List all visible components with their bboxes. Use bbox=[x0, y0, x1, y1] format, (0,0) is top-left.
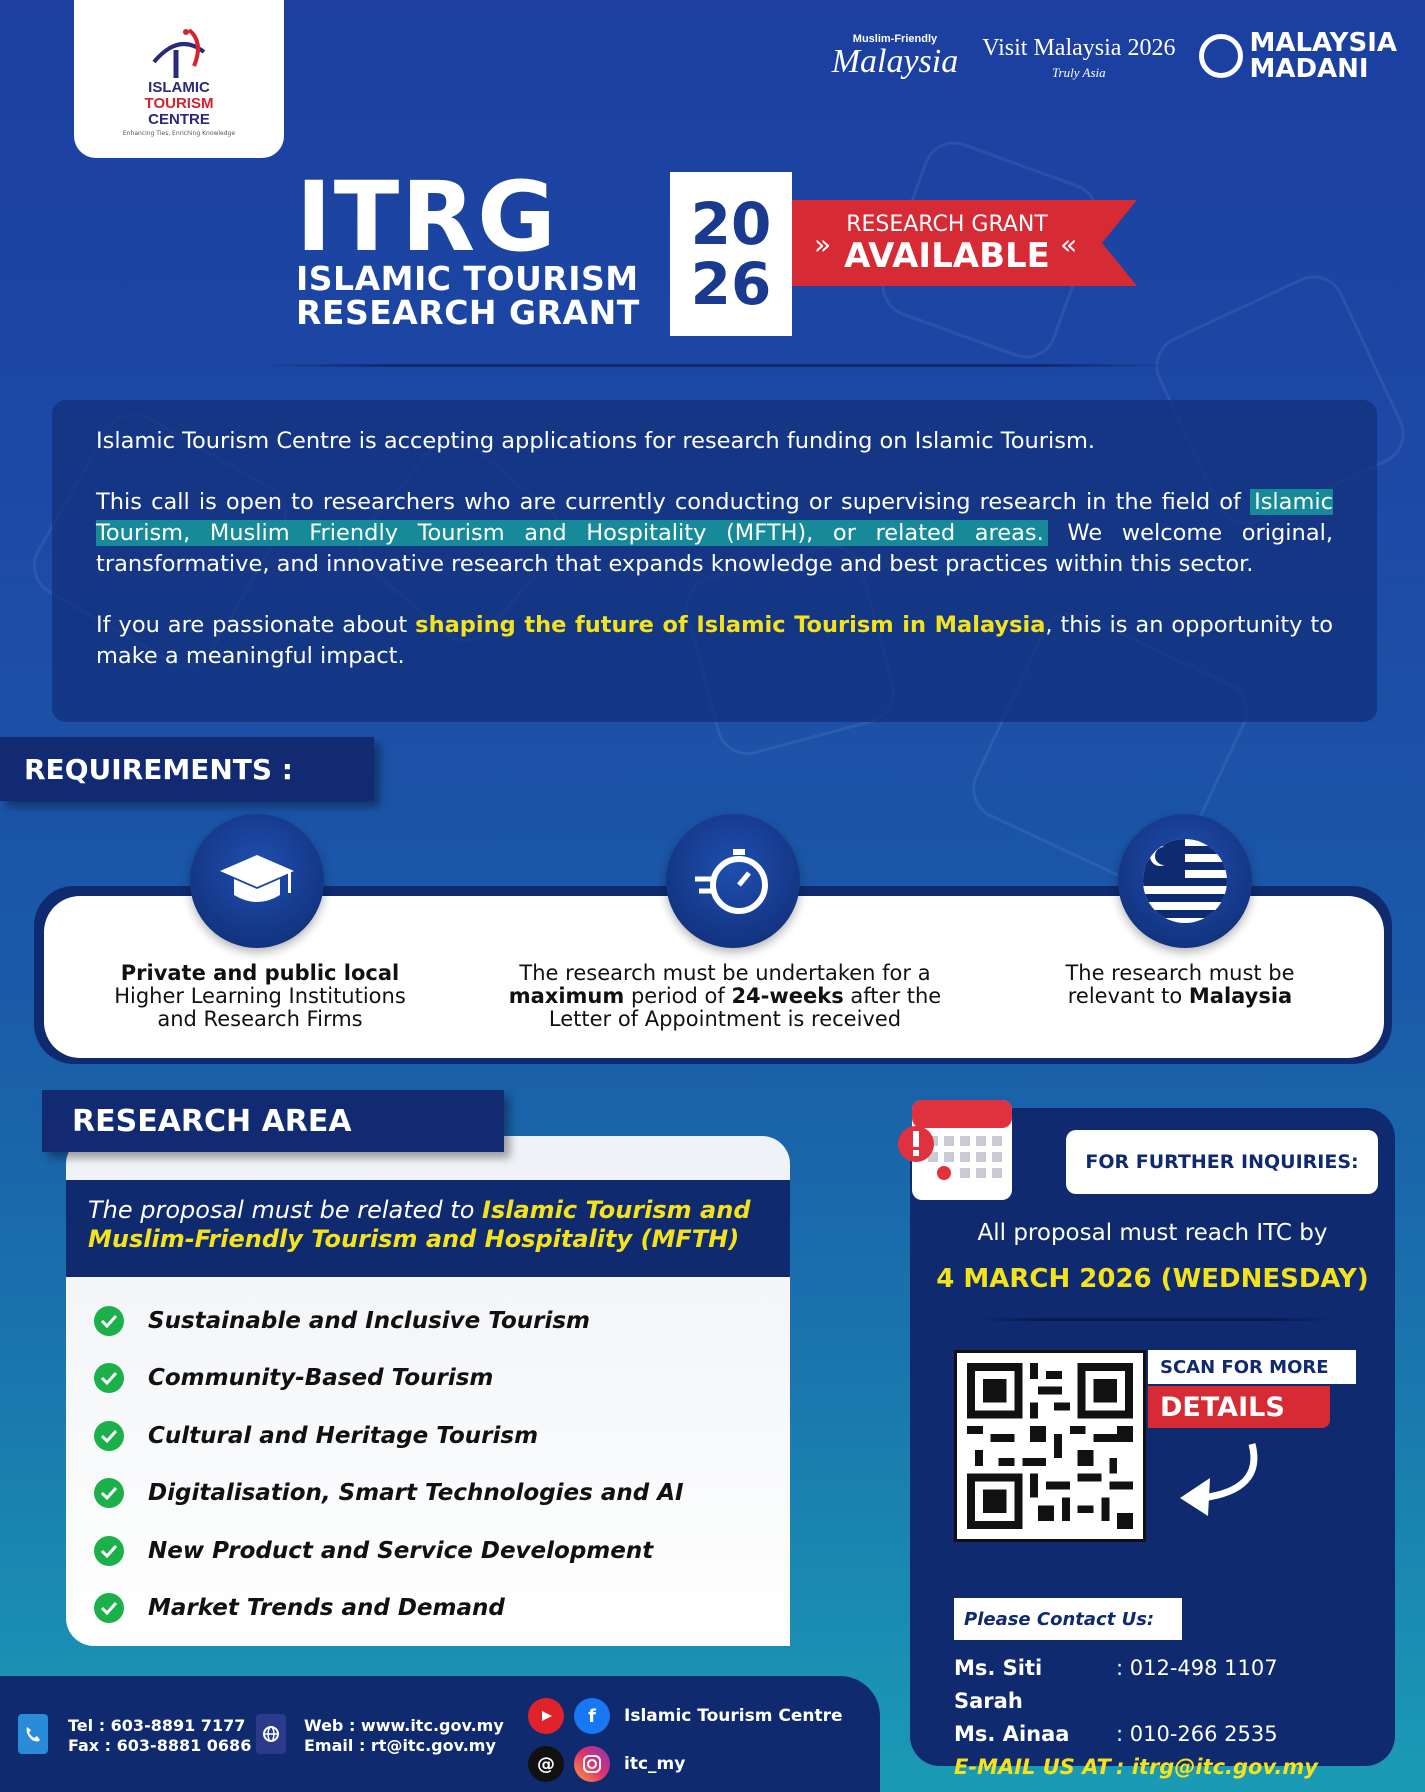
deadline-date: 4 MARCH 2026 (WEDNESDAY) bbox=[936, 1264, 1369, 1294]
footer-web bbox=[304, 1716, 504, 1756]
chevron-left-icon: « bbox=[1060, 228, 1078, 261]
research-area-list bbox=[94, 1292, 774, 1637]
requirement-malaysia: The research must be relevant to Malaysia bbox=[1065, 961, 1295, 1008]
madani-emblem-icon bbox=[1199, 34, 1243, 78]
ribbon-text: RESEARCH GRANT AVAILABLE bbox=[844, 212, 1050, 276]
requirement-institutions: Private and public local Higher Learning Institutions and Research Firms bbox=[114, 961, 406, 1031]
title-line1: ISLAMIC TOURISM bbox=[296, 259, 639, 298]
check-icon bbox=[94, 1363, 124, 1393]
contact-pill: Please Contact Us: bbox=[954, 1598, 1182, 1640]
calendar-alert-icon bbox=[898, 1086, 1022, 1206]
fax-text: Fax : 603-8881 0686 bbox=[68, 1736, 252, 1755]
requirement-duration: The research must be undertaken for a maximum period of 24-weeks after the Letter of Appointment is received bbox=[508, 961, 942, 1031]
check-icon bbox=[94, 1593, 124, 1623]
details-label: DETAILS bbox=[1148, 1386, 1330, 1428]
graduation-cap-icon bbox=[190, 814, 324, 948]
tel-text: Tel : 603-8891 7177 bbox=[68, 1716, 246, 1735]
title-divider bbox=[255, 364, 1175, 367]
footer-phone bbox=[68, 1716, 251, 1756]
itc-tagline: Enhancing Ties, Enriching Knowledge bbox=[122, 129, 236, 137]
list-item: Cultural and Heritage Tourism bbox=[94, 1407, 774, 1465]
deadline-intro: All proposal must reach ITC by bbox=[977, 1220, 1328, 1246]
check-icon bbox=[94, 1306, 124, 1336]
intro-paragraph-2: This call is open to researchers who are currently conducting or supervising research in the field of Islamic Tourism, Muslim Friendly Tourism and Hospitality (MFTH), or related areas. We welcome original, transformative, and innovative research that expands knowledge and best practices within this sector. bbox=[96, 489, 1334, 577]
contact-list bbox=[954, 1652, 1374, 1784]
threads-icon[interactable]: @ bbox=[528, 1746, 564, 1782]
research-area-intro: The proposal must be related to Islamic Tourism and Muslim-Friendly Tourism and Hospitality (MFTH) bbox=[66, 1180, 790, 1277]
contact-row: Ms. Siti Sarah : 012-498 1107 bbox=[954, 1656, 1278, 1713]
phone-icon bbox=[18, 1714, 48, 1754]
title-acronym: ITRG bbox=[296, 161, 558, 273]
visit-malaysia-2026-logo: Visit Malaysia 2026 Truly Asia bbox=[982, 35, 1176, 80]
web-link[interactable]: Web : www.itc.gov.my bbox=[304, 1716, 504, 1735]
title-line2: RESEARCH GRANT bbox=[296, 293, 640, 332]
chevron-right-icon: » bbox=[814, 228, 832, 261]
email-link[interactable]: Email : rt@itc.gov.my bbox=[304, 1736, 496, 1755]
facebook-page-name: Islamic Tourism Centre bbox=[624, 1706, 843, 1726]
research-area-heading: RESEARCH AREA bbox=[42, 1090, 504, 1152]
intro-paragraph-1: Islamic Tourism Centre is accepting applications for research funding on Islamic Tourism. bbox=[96, 428, 1096, 454]
muslim-friendly-malaysia-logo: Muslim-Friendly Malaysia bbox=[831, 33, 959, 80]
qr-code[interactable] bbox=[954, 1350, 1146, 1542]
check-icon bbox=[94, 1478, 124, 1508]
intro-highlight: Islamic Tourism, Muslim Friendly Tourism and Hospitality (MFTH), or related areas. bbox=[96, 489, 1333, 546]
email-link[interactable]: : itrg@itc.gov.my bbox=[1116, 1755, 1318, 1779]
email-row: E-MAIL US AT : itrg@itc.gov.my bbox=[954, 1751, 1374, 1784]
check-icon bbox=[94, 1536, 124, 1566]
title-block bbox=[296, 161, 696, 332]
globe-icon bbox=[256, 1714, 286, 1754]
list-item: Digitalisation, Smart Technologies and AI bbox=[94, 1465, 774, 1523]
scan-label: SCAN FOR MORE bbox=[1148, 1350, 1356, 1384]
partner-logos bbox=[832, 30, 1397, 82]
stopwatch-icon bbox=[666, 814, 800, 948]
panel-divider bbox=[975, 1318, 1335, 1321]
facebook-icon[interactable]: f bbox=[574, 1698, 610, 1734]
intro-paragraph-3: If you are passionate about shaping the future of Islamic Tourism in Malaysia, this is an opportunity to make a meaningful impact. bbox=[96, 612, 1333, 669]
malaysia-madani-logo: MALAYSIA MADANI bbox=[1199, 30, 1397, 82]
inquiries-pill: FOR FURTHER INQUIRIES: bbox=[1066, 1130, 1378, 1194]
intro-box bbox=[52, 400, 1377, 722]
instagram-handle: itc_my bbox=[624, 1754, 686, 1774]
instagram-icon[interactable] bbox=[574, 1746, 610, 1782]
list-item: New Product and Service Development bbox=[94, 1522, 774, 1580]
itc-logo bbox=[74, 0, 284, 158]
list-item: Sustainable and Inclusive Tourism bbox=[94, 1292, 774, 1350]
year-badge: 20 26 bbox=[670, 172, 792, 336]
qr-code-icon bbox=[967, 1363, 1133, 1529]
list-item: Market Trends and Demand bbox=[94, 1580, 774, 1638]
itc-emblem-icon bbox=[134, 22, 224, 80]
check-icon bbox=[94, 1421, 124, 1451]
requirements-heading: REQUIREMENTS : bbox=[0, 737, 374, 801]
youtube-icon[interactable] bbox=[528, 1698, 564, 1734]
malaysia-flag-icon bbox=[1118, 814, 1252, 948]
contact-row: Ms. Ainaa : 010-266 2535 bbox=[954, 1722, 1278, 1746]
curved-arrow-icon bbox=[1172, 1440, 1272, 1522]
intro-yellow-highlight: shaping the future of Islamic Tourism in Malaysia bbox=[415, 612, 1046, 638]
list-item: Community-Based Tourism bbox=[94, 1350, 774, 1408]
itc-logo-text: ISLAMIC TOURISM CENTRE bbox=[144, 78, 214, 128]
